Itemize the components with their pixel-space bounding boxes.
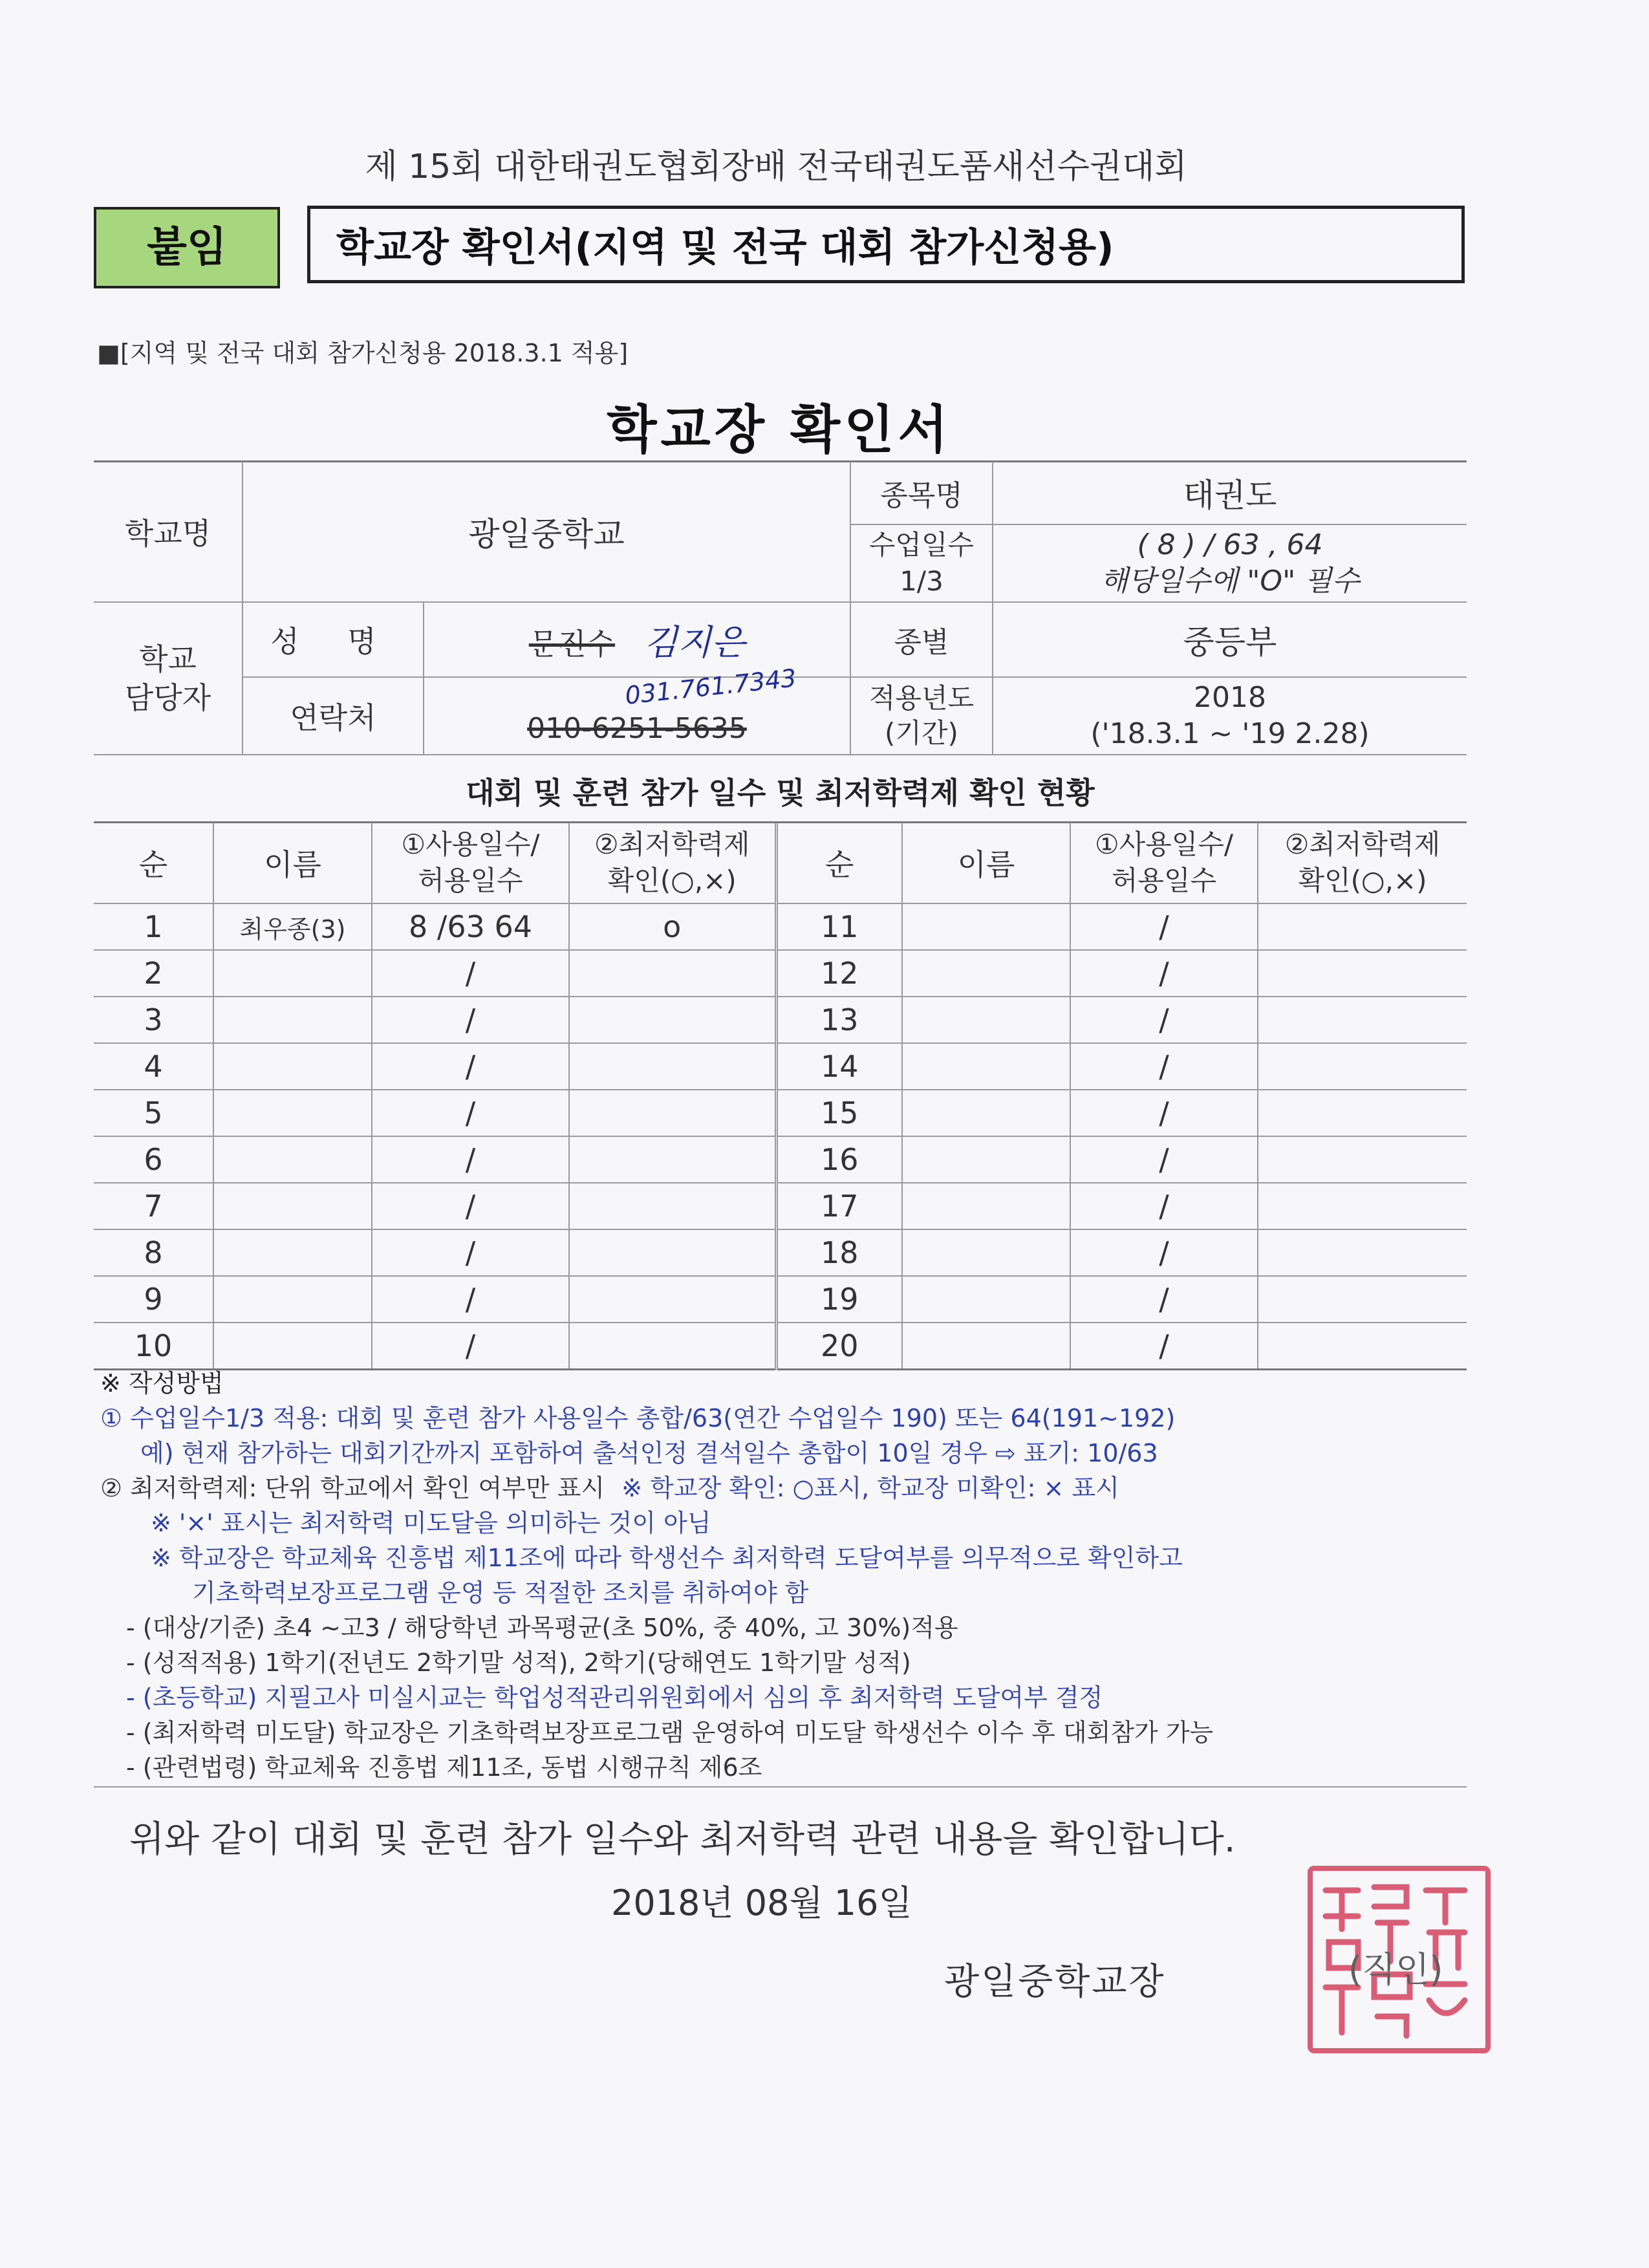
row-days: /	[372, 1043, 569, 1090]
header-days-line1: ①사용일수/	[401, 828, 540, 860]
row-check	[1258, 1136, 1467, 1183]
row-check	[569, 1323, 776, 1369]
row-check	[569, 997, 776, 1043]
row-check	[1258, 903, 1467, 950]
table-row	[94, 1323, 1467, 1369]
note-2	[100, 1471, 1213, 1506]
row-check: o	[569, 903, 776, 950]
row-name	[213, 1090, 372, 1136]
attachment-tag: 붙임	[94, 207, 280, 288]
table-row	[94, 903, 1467, 950]
row-name	[902, 1229, 1070, 1276]
person-label-1: 학교	[139, 642, 197, 676]
contact-struck: 010-6251-5635	[527, 712, 747, 745]
row-check	[569, 1090, 776, 1136]
info-table	[94, 462, 1467, 755]
notes-divider	[94, 1786, 1467, 1787]
year-value	[993, 677, 1467, 755]
instructions-heading: ※ 작성방법	[100, 1369, 224, 1398]
row-no: 8	[94, 1229, 213, 1276]
row-no: 3	[94, 997, 213, 1043]
school-days-label-1: 수업일수	[868, 529, 975, 561]
row-no: 12	[776, 950, 902, 997]
header-check-line1: ②최저학력제	[594, 828, 750, 860]
row-name	[213, 1043, 372, 1090]
person-label	[94, 602, 242, 755]
school-days-label	[850, 524, 993, 602]
row-days: /	[372, 1136, 569, 1183]
table-row	[94, 1136, 1467, 1183]
table-row	[94, 1090, 1467, 1136]
contact-cell	[424, 664, 850, 755]
row-no: 1	[94, 903, 213, 950]
detail-4: - (최저학력 미도달) 학교장은 기초학력보장프로그램 운영하여 미도달 학생선수 이수 후 대회참가 가능	[126, 1718, 1214, 1747]
row-no: 18	[776, 1229, 902, 1276]
attachment-title: 학교장 확인서(지역 및 전국 대회 참가신청용)	[307, 206, 1465, 283]
table-row	[94, 997, 1467, 1043]
row-days: /	[372, 950, 569, 997]
row-no: 17	[776, 1183, 902, 1229]
table-row	[94, 1276, 1467, 1323]
row-days: /	[372, 1229, 569, 1276]
row-days: /	[1070, 1276, 1258, 1323]
instructions	[100, 1366, 1213, 1785]
name-label: 성 명	[242, 602, 424, 677]
row-no: 2	[94, 950, 213, 997]
row-days: /	[1070, 950, 1258, 997]
header-check-2-line2: 확인(○,×)	[1298, 865, 1427, 896]
header-days	[372, 823, 569, 903]
row-no: 20	[776, 1323, 902, 1369]
detail-2: - (성적적용) 1학기(전년도 2학기말 성적), 2학기(당해연도 1학기말 성적)	[126, 1648, 911, 1677]
row-name	[902, 1043, 1070, 1090]
row-check	[1258, 1090, 1467, 1136]
row-name: 최우종(3)	[213, 903, 372, 950]
row-name	[902, 1136, 1070, 1183]
school-days-note: 해당일수에 "O" 필수	[1100, 565, 1360, 598]
manager-name-handwritten: 김지은	[643, 621, 746, 663]
row-name	[213, 1323, 372, 1369]
row-no: 13	[776, 997, 902, 1043]
row-check	[569, 1136, 776, 1183]
row-no: 11	[776, 903, 902, 950]
note-4b: 기초학력보장프로그램 운영 등 적절한 조치를 취하여야 함	[192, 1579, 809, 1607]
row-days: /	[1070, 997, 1258, 1043]
confirmation-date: 2018년 08월 16일	[611, 1883, 912, 1923]
row-name	[902, 997, 1070, 1043]
row-days: /	[1070, 1183, 1258, 1229]
detail-3: - (초등학교) 지필고사 미실시교는 학업성적관리위원회에서 심의 후 최저학력 도달여부 결정	[126, 1683, 1103, 1712]
contact-handwritten: 031.761.7343	[623, 664, 798, 710]
row-name	[213, 1276, 372, 1323]
detail-5: - (관련법령) 학교체육 진흥법 제11조, 동법 시행규칙 제6조	[126, 1753, 762, 1782]
table-row	[94, 950, 1467, 997]
seal-label: (직인)	[1348, 1949, 1443, 1990]
note-2a: ② 최저학력제: 단위 학교에서 확인 여부만 표시	[100, 1474, 605, 1502]
year-label-2: (기간)	[885, 717, 958, 749]
school-days-label-2: 1/3	[900, 565, 943, 597]
note-4a: ※ 학교장은 학교체육 진흥법 제11조에 따라 학생선수 최저학력 도달여부를 의무적으로 확인하고	[151, 1544, 1183, 1572]
row-no: 5	[94, 1090, 213, 1136]
year-label	[850, 677, 993, 755]
row-days: /	[372, 1183, 569, 1229]
row-check	[569, 1229, 776, 1276]
header-check	[569, 823, 776, 903]
school-days-ratio: ( 8 ) / 63 , 64	[1137, 528, 1323, 561]
form-note: ■[지역 및 전국 대회 참가신청용 2018.3.1 적용]	[97, 339, 629, 367]
record-table-header	[94, 823, 1467, 903]
row-check	[569, 1043, 776, 1090]
row-check	[569, 1183, 776, 1229]
row-check	[1258, 997, 1467, 1043]
row-name	[902, 950, 1070, 997]
row-name	[213, 1136, 372, 1183]
table-row	[94, 1043, 1467, 1090]
year-label-1: 적용년도	[868, 682, 975, 714]
row-no: 19	[776, 1276, 902, 1323]
row-no: 15	[776, 1090, 902, 1136]
header-name-2: 이름	[902, 823, 1070, 903]
sport-label: 종목명	[850, 462, 993, 524]
row-name	[902, 1183, 1070, 1229]
header-no-2: 순	[776, 823, 902, 903]
row-days: /	[1070, 1043, 1258, 1090]
row-check	[569, 950, 776, 997]
confirmation-statement: 위와 같이 대회 및 훈련 참가 일수와 최저학력 관련 내용을 확인합니다.	[129, 1819, 1236, 1861]
header-check-2	[1258, 823, 1467, 903]
row-check	[1258, 1229, 1467, 1276]
row-check	[1258, 1043, 1467, 1090]
school-name-label: 학교명	[94, 462, 242, 602]
row-no: 10	[94, 1323, 213, 1369]
header-days-2	[1070, 823, 1258, 903]
manager-name-struck: 문진수	[528, 626, 616, 662]
row-name	[213, 1183, 372, 1229]
row-no: 4	[94, 1043, 213, 1090]
row-name	[902, 903, 1070, 950]
header-days-2-line1: ①사용일수/	[1094, 828, 1234, 860]
row-days: /	[1070, 903, 1258, 950]
row-days: /	[1070, 1090, 1258, 1136]
row-no: 14	[776, 1043, 902, 1090]
record-table-body	[94, 903, 1467, 1369]
row-no: 16	[776, 1136, 902, 1183]
principal-title: 광일중학교장	[944, 1961, 1166, 2003]
record-table	[94, 823, 1467, 1370]
row-check	[1258, 1323, 1467, 1369]
document-title: 학교장 확인서	[607, 400, 952, 460]
row-days: /	[1070, 1136, 1258, 1183]
note-3: ※ '×' 표시는 최저학력 미도달을 의미하는 것이 아님	[151, 1509, 711, 1537]
detail-1: - (대상/기준) 초4 ~고3 / 해당학년 과목평균(초 50%, 중 40%, 고 30%)적용	[126, 1614, 958, 1642]
row-check	[569, 1276, 776, 1323]
school-days-value	[993, 524, 1467, 602]
competition-name: 제 15회 대한태권도협회장배 전국태권도품새선수권대회	[365, 147, 1187, 186]
row-name	[902, 1323, 1070, 1369]
row-name	[213, 950, 372, 997]
row-name	[213, 997, 372, 1043]
header-no: 순	[94, 823, 213, 903]
header-name: 이름	[213, 823, 372, 903]
table-row	[94, 1183, 1467, 1229]
note-2b: ※ 학교장 확인: ○표시, 학교장 미확인: × 표시	[621, 1474, 1119, 1502]
table-row	[94, 1229, 1467, 1276]
row-name	[213, 1229, 372, 1276]
year: 2018	[1194, 681, 1266, 714]
header-check-2-line1: ②최저학력제	[1284, 828, 1441, 860]
header-check-line2: 확인(○,×)	[607, 865, 737, 896]
row-days: /	[1070, 1229, 1258, 1276]
row-days: /	[372, 1276, 569, 1323]
row-check	[1258, 1183, 1467, 1229]
row-days: /	[372, 1090, 569, 1136]
row-check	[1258, 1276, 1467, 1323]
official-seal	[1308, 1866, 1491, 2053]
division-value: 중등부	[993, 602, 1467, 677]
row-check	[1258, 950, 1467, 997]
row-no: 7	[94, 1183, 213, 1229]
row-days: 8 /63 64	[372, 903, 569, 950]
person-label-2: 담당자	[124, 680, 211, 715]
row-days: /	[372, 1323, 569, 1369]
school-name: 광일중학교	[242, 462, 850, 602]
note-1a: ① 수업일수1/3 적용: 대회 및 훈련 참가 사용일수 총합/63(연간 수업일수 190) 또는 64(191~192)	[100, 1404, 1176, 1432]
row-days: /	[1070, 1323, 1258, 1369]
row-days: /	[372, 997, 569, 1043]
header-days-2-line2: 허용일수	[1111, 865, 1217, 896]
row-name	[902, 1276, 1070, 1323]
section-title: 대회 및 훈련 참가 일수 및 최저학력제 확인 현황	[466, 775, 1095, 810]
sport-value: 태권도	[993, 462, 1467, 524]
row-name	[902, 1090, 1070, 1136]
division-label: 종별	[850, 602, 993, 677]
note-1b: 예) 현재 참가하는 대회기간까지 포함하여 출석인정 결석일수 총합이 10일 경우 ⇨ 표기: 10/63	[140, 1439, 1158, 1467]
row-no: 6	[94, 1136, 213, 1183]
row-no: 9	[94, 1276, 213, 1323]
year-period: ('18.3.1 ~ '19 2.28)	[1090, 717, 1370, 750]
header-days-line2: 허용일수	[418, 865, 523, 896]
contact-label: 연락처	[242, 677, 424, 755]
